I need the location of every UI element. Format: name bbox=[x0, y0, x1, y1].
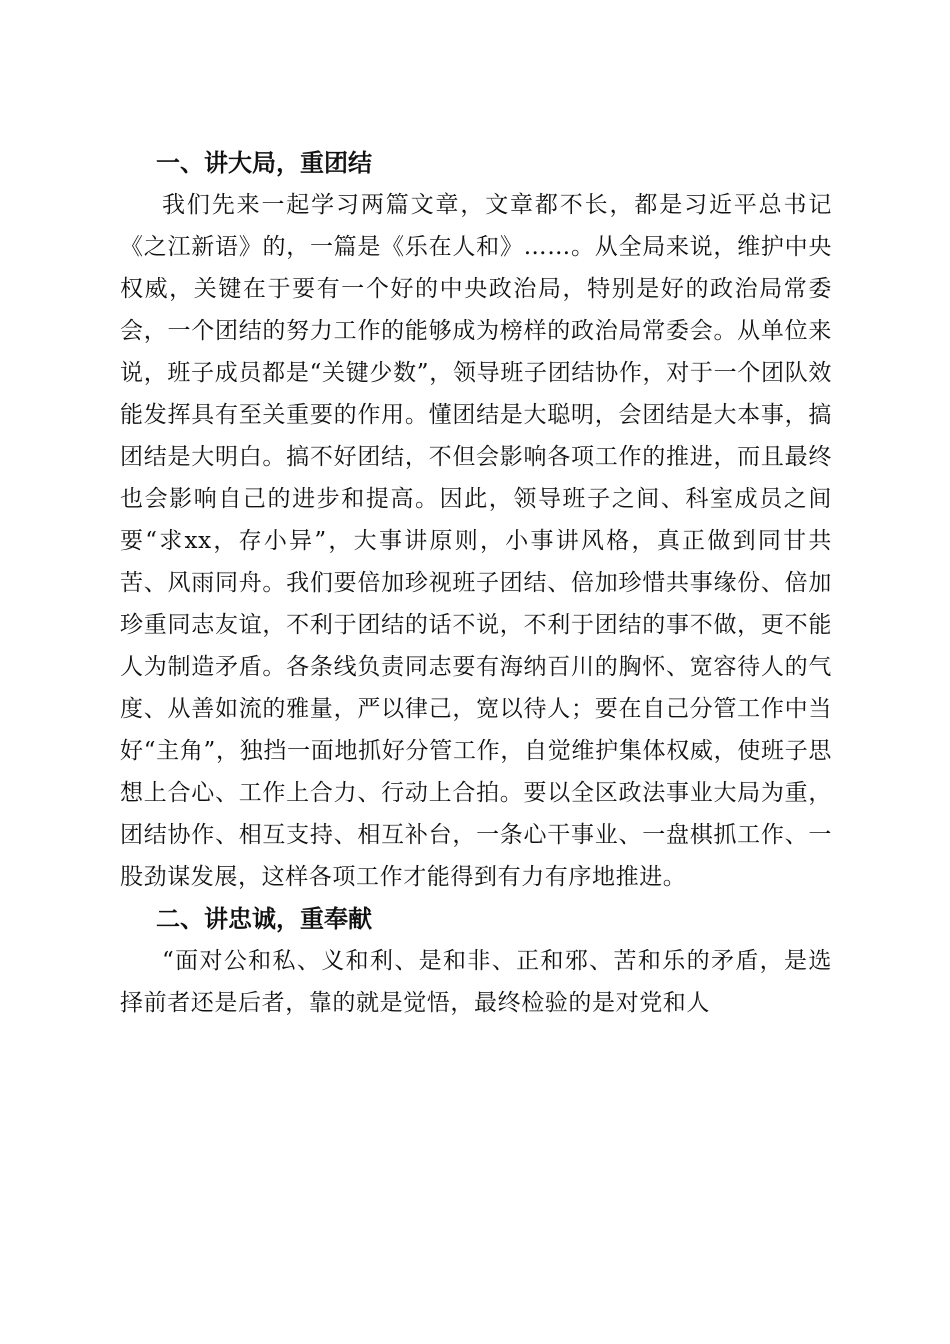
section-paragraph-2: “面对公和私、义和利、是和非、正和邪、苦和乐的矛盾，是选择前者还是后者，靠的就是觉悟，最终检验的是对党和人 bbox=[120, 948, 832, 1016]
section-heading-2: 二、讲忠诚，重奉献 bbox=[156, 905, 372, 933]
document-body bbox=[120, 142, 832, 1024]
section-heading-1: 一、讲大局，重团结 bbox=[156, 149, 372, 177]
section-paragraph-1: 我们先来一起学习两篇文章，文章都不长，都是习近平总书记《之江新语》的，一篇是《乐在人和》……。从全局来说，维护中央权威，关键在于要有一个好的中央政治局，特别是好的政治局常委会，一个团结的努力工作的能够成为榜样的政治局常委会。从单位来说，班子成员都是“关键少数”，领导班子团结协作，对于一个团队效能发挥具有至关重要的作用。懂团结是大聪明，会团结是大本事，搞团结是大明白。搞不好团结，不但会影响各项工作的推进，而且最终也会影响自己的进步和提高。因此，领导班子之间、科室成员之间要“求xx，存小异”，大事讲原则，小事讲风格，真正做到同甘共苦、风雨同舟。我们要倍加珍视班子团结、倍加珍惜共事缘份、倍加珍重同志友谊，不利于团结的话不说，不利于团结的事不做，更不能人为制造矛盾。各条线负责同志要有海纳百川的胸怀、宽容待人的气度、从善如流的雅量，严以律己，宽以待人；要在自己分管工作中当好“主角”，独挡一面地抓好分管工作，自觉维护集体权威，使班子思想上合心、工作上合力、行动上合拍。要以全区政法事业大局为重，团结协作、相互支持、相互补台，一条心干事业、一盘棋抓工作、一股劲谋发展，这样各项工作才能得到有力有序地推进。 bbox=[120, 192, 832, 890]
